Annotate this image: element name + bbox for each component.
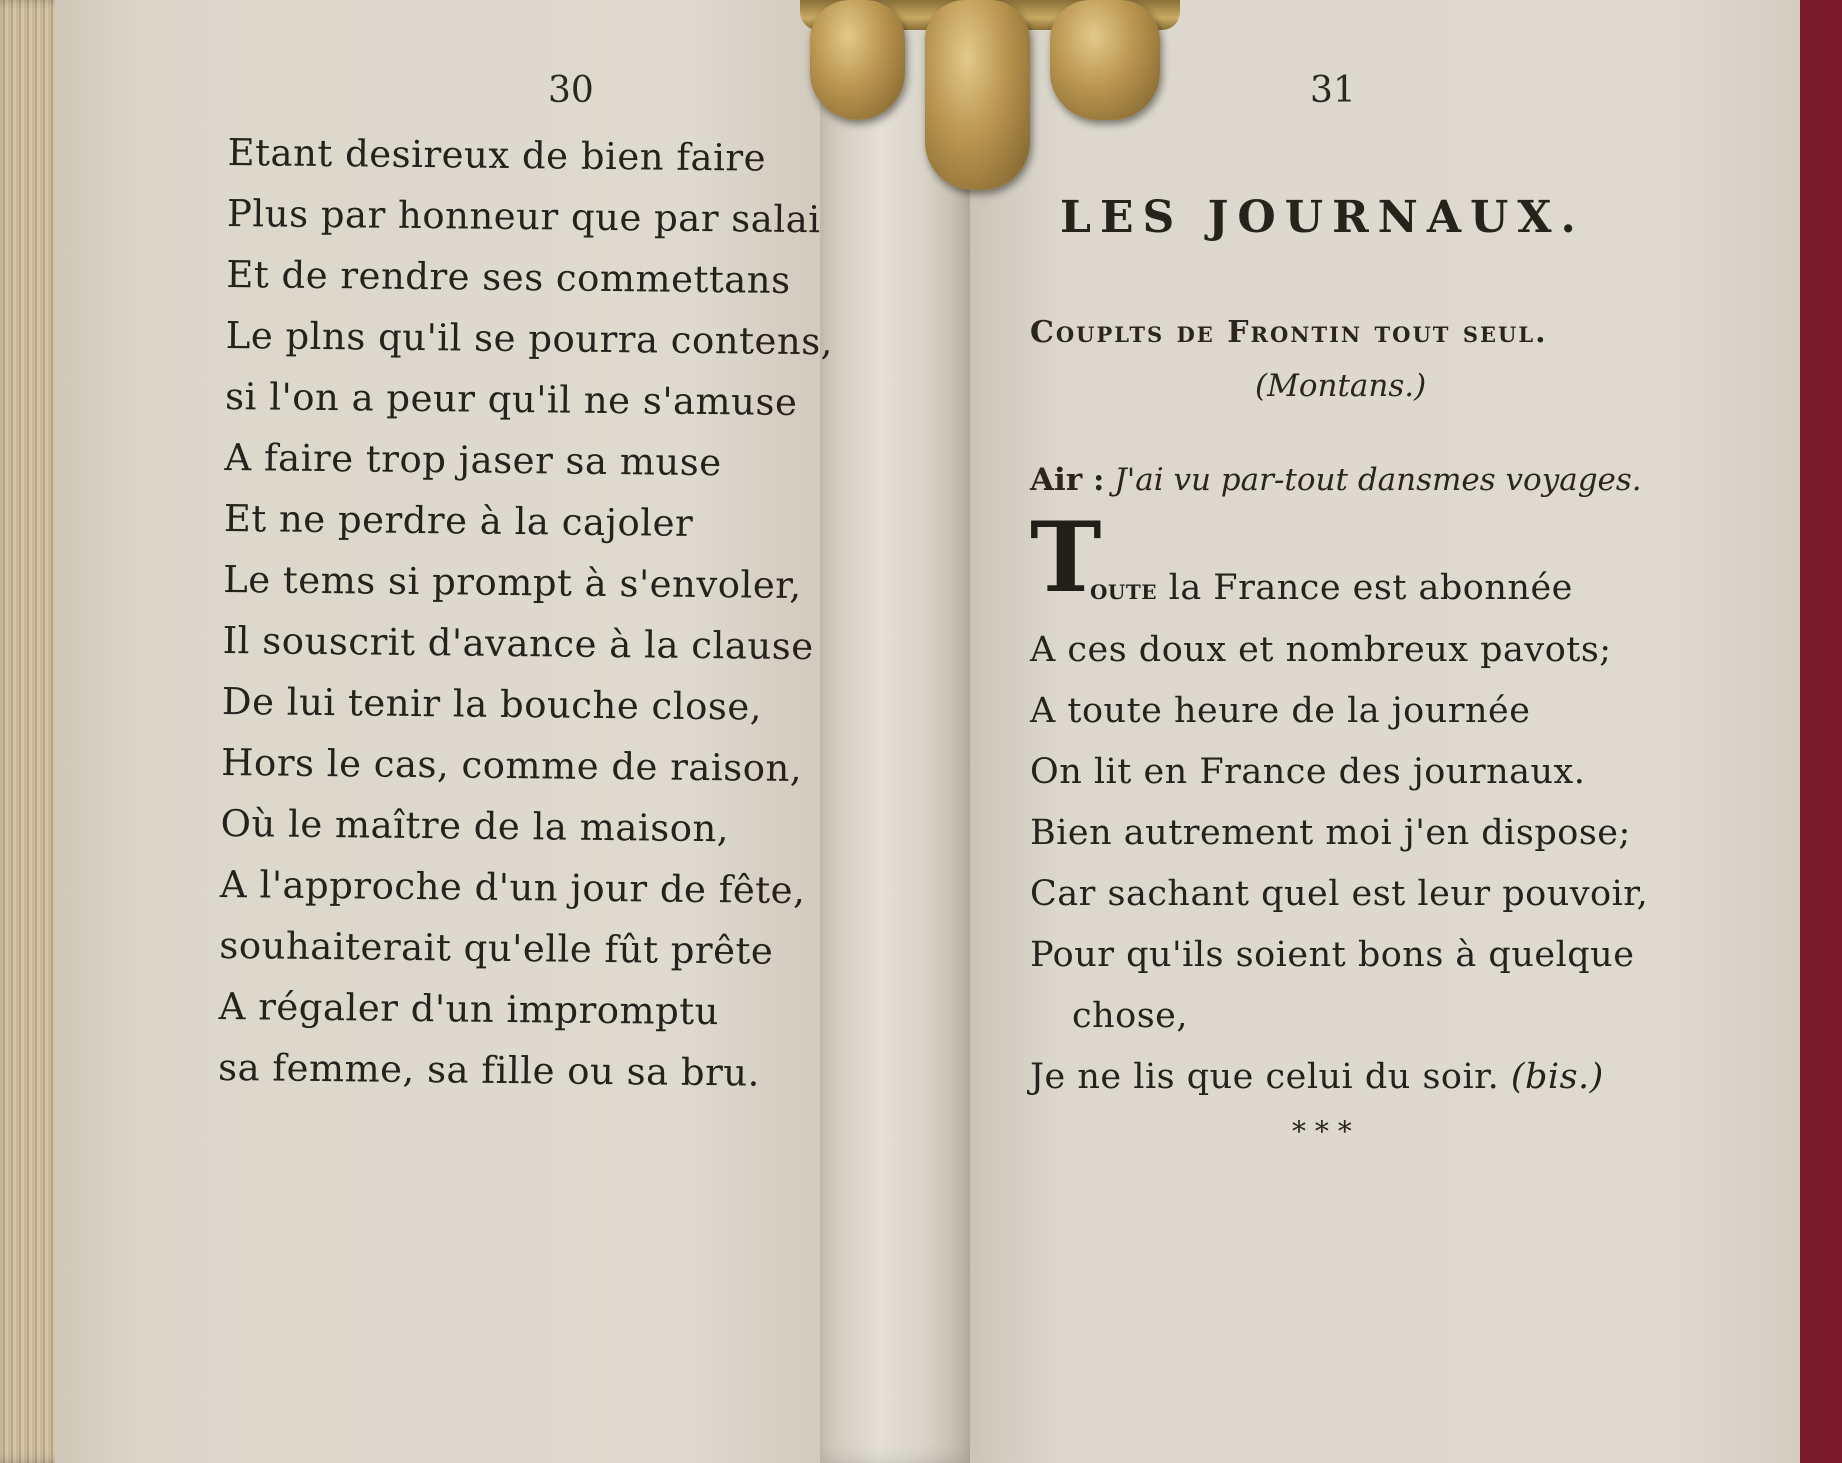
verse-line: Pour qu'ils soient bons à quelque bbox=[1030, 935, 1635, 975]
air-label: Air : bbox=[1030, 462, 1105, 498]
verse-last-line bbox=[1030, 1047, 1648, 1108]
left-text-line: Etant desireux de bien faire bbox=[227, 130, 767, 180]
left-text-line: Plus par honneur que par salai bbox=[226, 191, 821, 242]
verse-continuation: chose, bbox=[1072, 996, 1189, 1036]
left-text-line: Et de rendre ses commettans bbox=[226, 252, 791, 302]
left-text-line: A régaler d'un impromptu bbox=[218, 984, 720, 1034]
verse-line: A ces doux et nombreux pavots; bbox=[1030, 630, 1612, 670]
clip-finger-right bbox=[1050, 0, 1160, 120]
verse-first-line bbox=[1030, 558, 1648, 620]
left-page-number: 30 bbox=[548, 70, 594, 111]
left-text-line: si l'on a peur qu'il ne s'amuse bbox=[224, 374, 798, 424]
brass-page-clip bbox=[800, 0, 1180, 200]
left-page-text bbox=[218, 122, 835, 1104]
singer-name: (Montans.) bbox=[1255, 368, 1427, 404]
verse-line: A toute heure de la journée bbox=[1030, 691, 1531, 731]
air-tune: J'ai vu par-tout dansmes voyages. bbox=[1114, 462, 1642, 498]
verse-line: Car sachant quel est leur pouvoir, bbox=[1030, 874, 1649, 914]
chapter-title: LES JOURNAUX. bbox=[1060, 192, 1585, 243]
first-line-rest: la France est abonnée bbox=[1157, 568, 1573, 608]
left-text-line: souhaiterait qu'elle fût prête bbox=[219, 923, 774, 973]
verse-line: On lit en France des journaux. bbox=[1030, 752, 1586, 792]
right-page-number: 31 bbox=[1310, 70, 1356, 111]
clip-finger-left bbox=[810, 0, 905, 120]
left-text-line: Hors le cas, comme de raison, bbox=[221, 740, 803, 791]
left-text-line: Il souscrit d'avance à la clause bbox=[222, 618, 814, 669]
left-text-line: A faire trop jaser sa muse bbox=[224, 435, 722, 485]
left-text-line: Le tems si prompt à s'envoler, bbox=[222, 557, 802, 608]
left-text-line: Et ne perdre à la cajoler bbox=[223, 496, 694, 545]
left-text-line: sa femme, sa fille ou sa bru. bbox=[217, 1045, 761, 1095]
bis-mark: (bis.) bbox=[1510, 1057, 1604, 1097]
left-text-line: A l'approche d'un jour de fête, bbox=[219, 862, 806, 913]
drop-cap: T bbox=[1030, 501, 1102, 614]
left-text-line: De lui tenir la bouche close, bbox=[221, 679, 763, 729]
air-line bbox=[1030, 462, 1642, 498]
verse-lines bbox=[1030, 620, 1648, 986]
last-line-text: Je ne lis que celui du soir. bbox=[1030, 1057, 1500, 1097]
left-text-line: Le plns qu'il se pourra contens, bbox=[225, 313, 834, 364]
song-subtitle: Couplts de Frontin tout seul. bbox=[1030, 315, 1548, 350]
asterism-ornament: * * * bbox=[1292, 1115, 1352, 1148]
left-text-line: Où le maître de la maison, bbox=[220, 801, 730, 851]
first-line-small-caps: oute bbox=[1090, 573, 1157, 606]
verse-text bbox=[1030, 558, 1648, 1108]
clip-finger-middle bbox=[925, 0, 1030, 190]
book-gutter bbox=[820, 0, 970, 1463]
verse-line: Bien autrement moi j'en dispose; bbox=[1030, 813, 1631, 853]
